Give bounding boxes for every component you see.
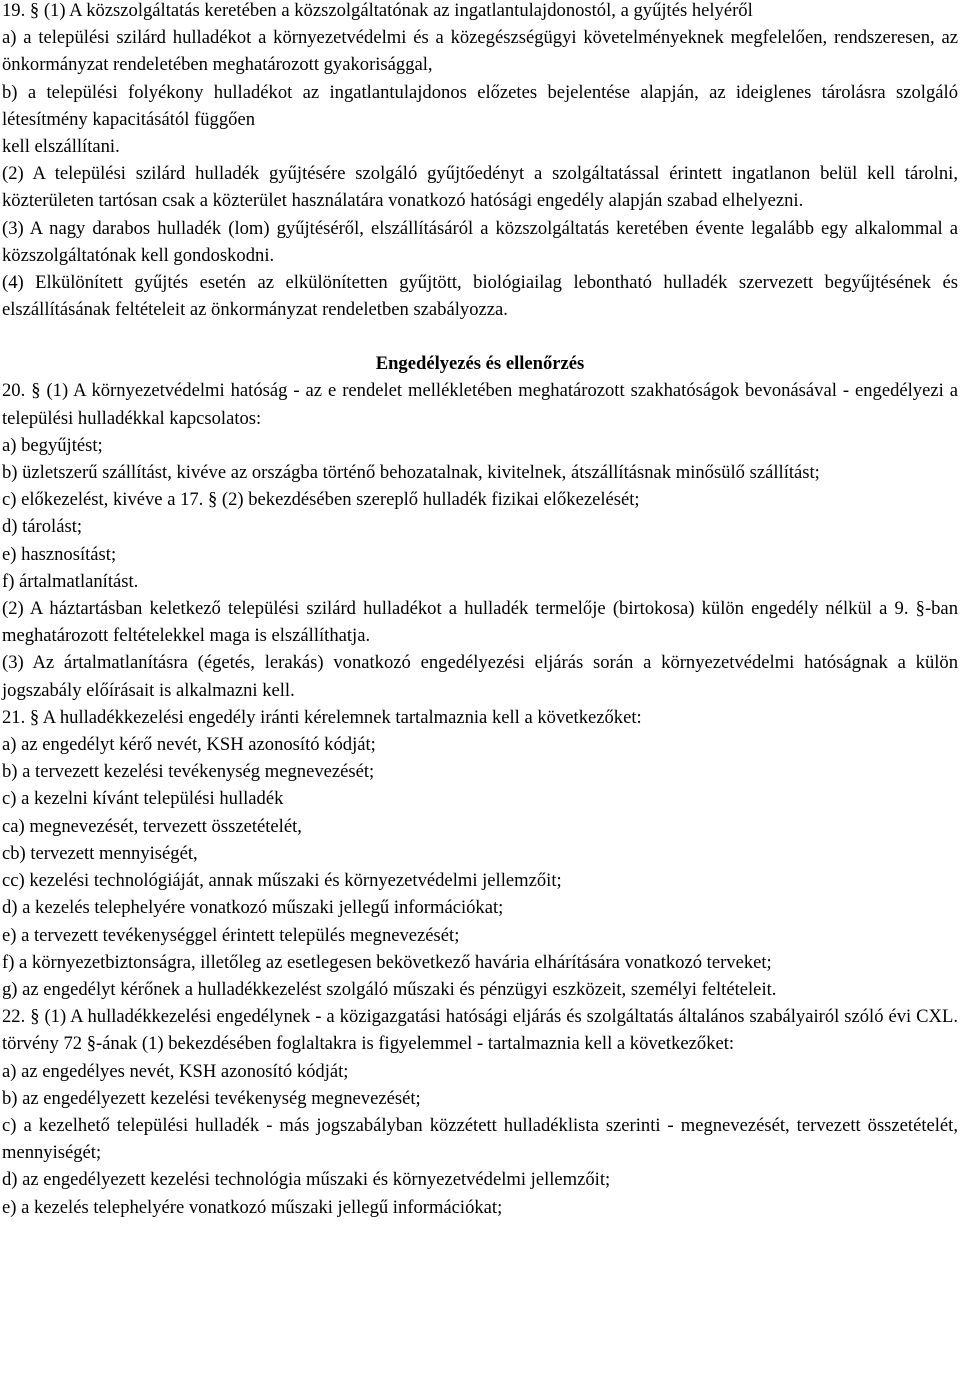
- list-item-20-f: f) ártalmatlanítást.: [2, 570, 139, 592]
- list-item-22-e: e) a kezelés telephelyére vonatkozó műszaki jellegű információkat;: [2, 1196, 503, 1218]
- list-item-21-f: f) a környezetbiztonságra, illetőleg az esetlegesen bekövetkező havária elhárítására vonatkozó terveket;: [2, 951, 772, 973]
- list-item-19-a: a) a települési szilárd hulladékot a környezetvédelmi és a közegészségügyi követelményeknek megfelelően, rendszeresen, az önkormányzat rendeletében meghatározott gyakorisággal,: [2, 27, 958, 76]
- list-item-19-b: b) a települési folyékony hulladékot az ingatlantulajdonos előzetes bejelentése alapján, az ideiglenes tárolásra szolgáló létesítmény kapacitásától függően: [2, 81, 958, 130]
- list-item-21-d: d) a kezelés telephelyére vonatkozó műszaki jellegű információkat;: [2, 897, 504, 919]
- section-20-22: [2, 377, 958, 1220]
- paragraph-20-3: (3) Az ártalmatlanításra (égetés, lerakás) vonatkozó engedélyezési eljárás során a környezetvédelmi hatóságnak a külön jogszabály előírásait is alkalmazni kell.: [2, 652, 958, 701]
- list-item-21-cb: cb) tervezett mennyiségét,: [2, 842, 198, 864]
- section-gap: [2, 323, 958, 350]
- section-heading: Engedélyezés és ellenőrzés: [375, 353, 585, 375]
- paragraph-20-1: 20. § (1) A környezetvédelmi hatóság - az e rendelet mellékletében meghatározott szakhatóságok bevonásával - engedélyezi a települési hulladékkal kapcsolatos:: [2, 380, 958, 429]
- paragraph-19-1-tail: kell elszállítani.: [2, 136, 120, 158]
- list-item-21-g: g) az engedélyt kérőnek a hulladékkezelést szolgáló műszaki és pénzügyi eszközeit, személyi feltételeit.: [2, 978, 777, 1000]
- list-item-20-a: a) begyűjtést;: [2, 434, 103, 456]
- list-item-21-cc: cc) kezelési technológiáját, annak műszaki és környezetvédelmi jellemzőit;: [2, 870, 562, 892]
- list-item-20-c: c) előkezelést, kivéve a 17. § (2) bekezdésében szereplő hulladék fizikai előkezelését;: [2, 489, 640, 511]
- list-item-21-a: a) az engedélyt kérő nevét, KSH azonosító kódját;: [2, 734, 376, 756]
- list-item-21-b: b) a tervezett kezelési tevékenység megnevezését;: [2, 761, 375, 783]
- paragraph-19-3: (3) A nagy darabos hulladék (lom) gyűjtéséről, elszállításáról a közszolgáltatás keretében évente legalább egy alkalommal a közszolgáltatónak kell gondoskodni.: [2, 217, 958, 266]
- list-item-22-a: a) az engedélyes nevét, KSH azonosító kódját;: [2, 1060, 349, 1082]
- list-item-21-c: c) a kezelni kívánt települési hulladék: [2, 788, 284, 810]
- list-item-22-c: c) a kezelhető települési hulladék - más jogszabályban közzétett hulladéklista szerinti - megnevezését, tervezett összetételét, mennyiségét;: [2, 1114, 958, 1164]
- paragraph-22-1: 22. § (1) A hulladékkezelési engedélynek - a közigazgatási hatósági eljárás és szolgáltatás általános szabályairól szóló évi CXL. törvény 72 §-ának (1) bekezdésében foglaltakra is figyelemmel - tartalmaznia kell a következőket:: [2, 1006, 958, 1055]
- list-item-20-b: b) üzletszerű szállítást, kivéve az országba történő behozatalnak, kivitelnek, átszállításnak minősülő szállítást;: [2, 462, 820, 484]
- list-item-21-ca: ca) megnevezését, tervezett összetételét,: [2, 815, 302, 837]
- paragraph-21: 21. § A hulladékkezelési engedély iránti kérelemnek tartalmaznia kell a következőket:: [2, 706, 642, 728]
- list-item-21-e: e) a tervezett tevékenységgel érintett település megnevezését;: [2, 924, 460, 946]
- paragraph-19-4: (4) Elkülönített gyűjtés esetén az elkülönítetten gyűjtött, biológiailag lebontható hulladék szervezett begyűjtésének és elszállításának feltételeit az önkormányzat rendeletben szabályozza.: [2, 272, 958, 321]
- section-19: [2, 0, 958, 323]
- list-item-20-d: d) tárolást;: [2, 516, 83, 538]
- list-item-20-e: e) hasznosítást;: [2, 543, 117, 565]
- paragraph-19-2: (2) A települési szilárd hulladék gyűjtésére szolgáló gyűjtőedényt a szolgáltatással érintett ingatlanon belül kell tárolni, közterületen tartósan csak a közterület használatára vonatkozó hatósági engedély alapján szabad elhelyezni.: [2, 163, 958, 212]
- list-item-22-d: d) az engedélyezett kezelési technológia műszaki és környezetvédelmi jellemzőit;: [2, 1169, 611, 1191]
- paragraph-19-1: 19. § (1) A közszolgáltatás keretében a közszolgáltatónak az ingatlantulajdonostól, a gyűjtés helyéről: [2, 0, 753, 21]
- paragraph-20-2: (2) A háztartásban keletkező települési szilárd hulladékot a hulladék termelője (birtokosa) külön engedély nélkül a 9. §-ban meghatározott feltételekkel maga is elszállíthatja.: [2, 598, 958, 647]
- list-item-22-b: b) az engedélyezett kezelési tevékenység megnevezését;: [2, 1087, 421, 1109]
